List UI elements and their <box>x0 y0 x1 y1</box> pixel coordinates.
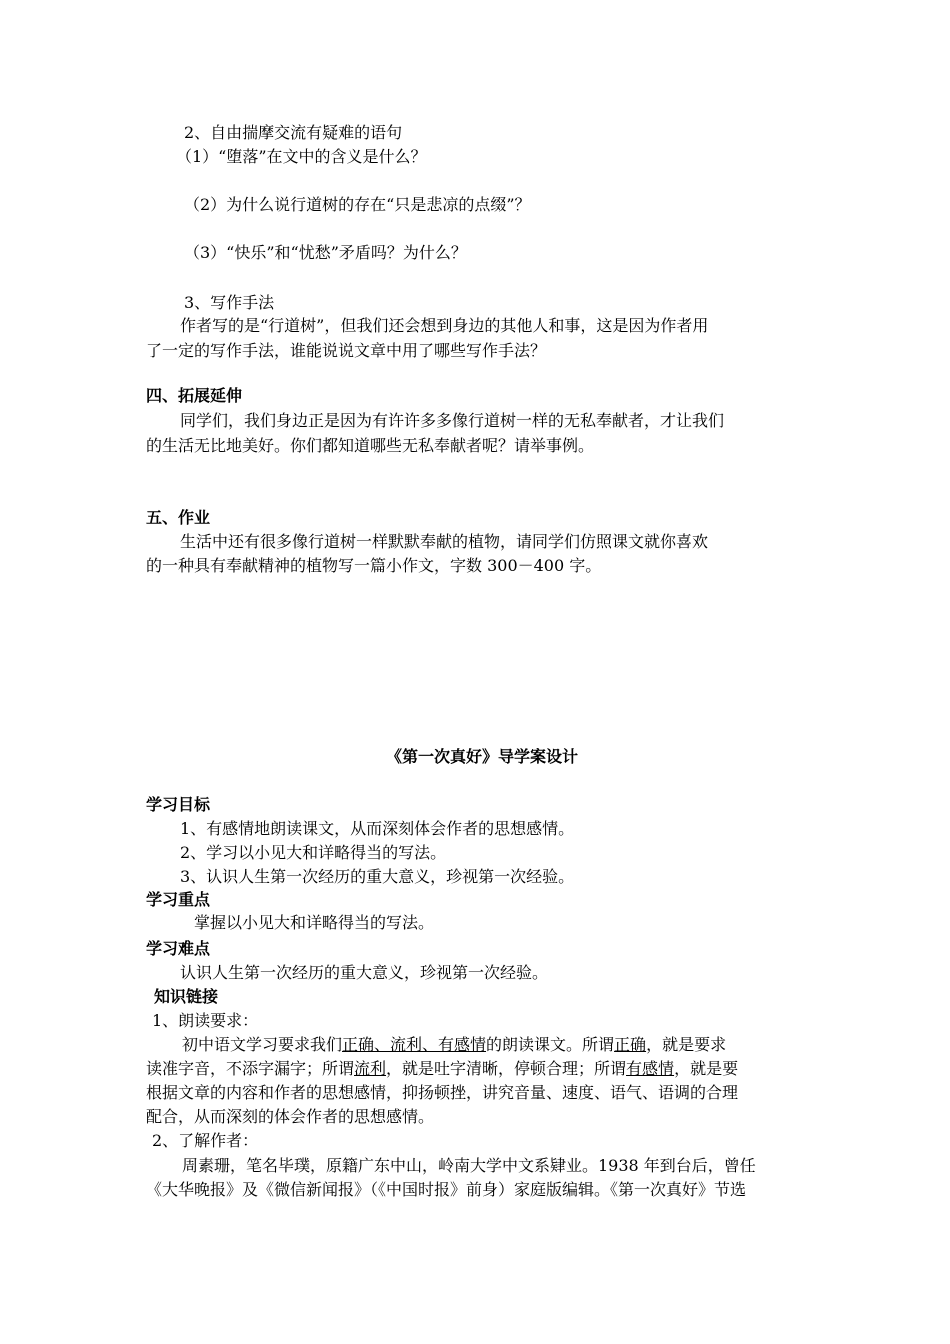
author-line-1: 周素珊，笔名毕璞，原籍广东中山，岭南大学中文系肄业。1938 年到台后，曾任 <box>182 1156 756 1175</box>
author-heading: 2、了解作者： <box>152 1131 259 1150</box>
author-line-2: 《大华晚报》及《微信新闻报》（《中国时报》前身）家庭版编辑。《第一次真好》节选 <box>146 1180 747 1199</box>
reading-line-3: 根据文章的内容和作者的思想感情，抑扬顿挫，讲究音量、速度、语气、语调的合理 <box>146 1083 739 1102</box>
text-run: ，就是吐字清晰，停顿合理；所谓 <box>386 1059 627 1078</box>
question-2: （2）为什么说行道树的存在“只是悲凉的点缀”？ <box>184 195 531 214</box>
section-2-title: 2、自由揣摩交流有疑难的语句 <box>184 123 403 142</box>
text-run: 的朗读课文。所谓 <box>486 1035 615 1054</box>
extension-line-2: 的生活无比地美好。你们都知道哪些无私奉献者呢？请举事例。 <box>146 436 595 455</box>
section-3-line-1: 作者写的是“行道树”，但我们还会想到身边的其他人和事，这是因为作者用 <box>180 316 709 335</box>
underlined-term: 正确、流利、有感情 <box>342 1035 487 1054</box>
text-run: ，就是要 <box>674 1059 739 1078</box>
goal-1: 1、有感情地朗读课文，从而深刻体会作者的思想感情。 <box>180 819 575 838</box>
question-3: （3）“快乐”和“忧愁”矛盾吗？为什么？ <box>184 243 467 262</box>
section-3-line-2: 了一定的写作手法，谁能说说文章中用了哪些写作手法？ <box>146 341 547 360</box>
goal-3: 3、认识人生第一次经历的重大意义，珍视第一次经验。 <box>180 867 575 886</box>
extension-line-1: 同学们，我们身边正是因为有许许多多像行道树一样的无私奉献者，才让我们 <box>180 411 725 430</box>
homework-line-2: 的一种具有奉献精神的植物写一篇小作文，字数 300－400 字。 <box>146 556 602 575</box>
goal-2: 2、学习以小见大和详略得当的写法。 <box>180 843 447 862</box>
heading-homework: 五、作业 <box>146 508 211 527</box>
document-title: 《第一次真好》导学案设计 <box>386 747 579 766</box>
underlined-term: 流利 <box>354 1059 387 1078</box>
question-1: （1）“堕落”在文中的含义是什么？ <box>176 147 427 166</box>
heading-extension: 四、拓展延伸 <box>146 386 243 405</box>
heading-difficulties: 学习难点 <box>146 939 211 958</box>
reading-heading: 1、朗读要求： <box>152 1011 259 1030</box>
difficulty: 认识人生第一次经历的重大意义，珍视第一次经验。 <box>180 963 549 982</box>
reading-line-2 <box>146 1058 738 1080</box>
homework-line-1: 生活中还有很多像行道树一样默默奉献的植物，请同学们仿照课文就你喜欢 <box>180 532 709 551</box>
underlined-term: 正确 <box>614 1035 647 1054</box>
text-run: 读准字音，不添字漏字；所谓 <box>146 1059 355 1078</box>
key-point: 掌握以小见大和详略得当的写法。 <box>194 913 435 932</box>
heading-knowledge-link: 知识链接 <box>154 987 219 1006</box>
text-run: ，就是要求 <box>646 1035 727 1054</box>
heading-key-points: 学习重点 <box>146 890 211 909</box>
heading-learning-goals: 学习目标 <box>146 795 211 814</box>
underlined-term: 有感情 <box>626 1059 675 1078</box>
reading-line-4: 配合，从而深刻的体会作者的思想感情。 <box>146 1107 435 1126</box>
section-3-title: 3、写作手法 <box>184 293 275 312</box>
text-run: 初中语文学习要求我们 <box>182 1035 343 1054</box>
reading-line-1 <box>182 1034 726 1056</box>
